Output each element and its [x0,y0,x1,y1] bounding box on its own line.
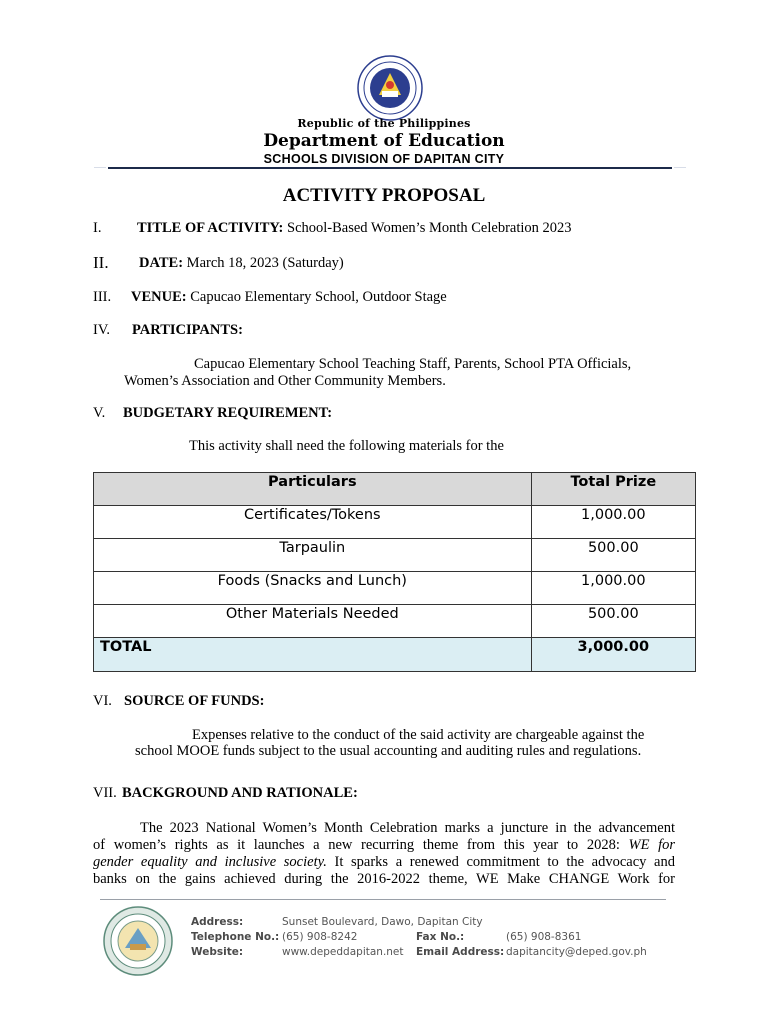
row-particular: Certificates/Tokens [94,506,532,539]
table-total-row [94,638,696,672]
section-4-number: IV. [93,322,111,338]
total-amount: 3,000.00 [531,638,695,672]
section-4-label: PARTICIPANTS: [132,322,243,338]
table-row [94,605,696,638]
table-row [94,506,696,539]
document-title: ACTIVITY PROPOSAL [282,185,486,206]
section-3 [131,289,447,306]
section-5-number: V. [93,405,106,421]
rationale-line-2-text: of women’s rights as it launches a new recurring theme from this year to 2028: [93,837,620,853]
rationale-theme-part-2: gender equality and inclusive society. [93,854,327,870]
section-2-value: March 18, 2023 (Saturday) [186,255,344,271]
section-3-label: VENUE: [131,289,187,305]
column-header-particulars: Particulars [94,473,532,506]
funds-line-1: Expenses relative to the conduct of the said activity are chargeable against the [192,727,645,743]
total-label: TOTAL [94,638,532,672]
budget-table [93,472,696,672]
section-7-label: BACKGROUND AND RATIONALE: [122,785,358,801]
section-7-number: VII. [93,785,117,801]
section-2-number: II. [93,253,109,272]
rationale-paragraph [93,820,675,888]
section-1 [137,220,572,237]
row-amount: 500.00 [531,605,695,638]
footer-phone-label: Telephone No.: [191,931,280,943]
table-row [94,539,696,572]
row-particular: Foods (Snacks and Lunch) [94,572,532,605]
section-3-value: Capucao Elementary School, Outdoor Stage [190,289,447,305]
row-particular: Other Materials Needed [94,605,532,638]
section-6-number: VI. [93,693,112,709]
rationale-line-3-text: It sparks a renewed commitment to the advocacy and [334,854,675,870]
rationale-theme-part-1: WE for [628,837,675,853]
footer-email-label: Email Address: [416,946,505,958]
row-amount: 1,000.00 [531,572,695,605]
deped-seal-logo [357,55,423,121]
footer-website-label: Website: [191,946,244,958]
participants-line-2: Women’s Association and Other Community Members. [124,373,446,389]
section-6-label: SOURCE OF FUNDS: [124,693,265,709]
section-2 [139,255,344,272]
footer-phone: (65) 908-8242 [282,931,358,943]
section-3-number: III. [93,289,112,305]
section-5-label: BUDGETARY REQUIREMENT: [123,405,333,421]
section-2-label: DATE: [139,255,184,271]
rationale-line-3 [93,854,675,871]
header-division: SCHOOLS DIVISION OF DAPITAN CITY [263,152,505,166]
section-1-value: School-Based Women’s Month Celebration 2023 [287,220,572,236]
row-amount: 500.00 [531,539,695,572]
footer-address: Sunset Boulevard, Dawo, Dapitan City [282,916,483,928]
header-department: Department of Education [263,131,505,151]
rationale-line-4: banks on the gains achieved during the 2016-2022 theme, WE Make CHANGE Work for [93,871,675,887]
participants-line-1: Capucao Elementary School Teaching Staff, Parents, School PTA Officials, [194,356,632,372]
footer-address-label: Address: [191,916,244,928]
section-7 [122,785,358,802]
header-republic: Republic of the Philippines [297,117,471,130]
rationale-line-1: The 2023 National Women’s Month Celebration marks a juncture in the advancement [140,820,675,836]
header-rule-left-accent [94,167,106,168]
division-seal-logo [103,906,173,976]
rationale-line-2 [93,837,675,854]
footer-fax-label: Fax No.: [416,931,465,943]
funds-line-2: school MOOE funds subject to the usual accounting and auditing rules and regulations. [135,743,642,759]
footer-rule [100,899,666,900]
column-header-total-prize: Total Prize [531,473,695,506]
row-particular: Tarpaulin [94,539,532,572]
footer-fax: (65) 908-8361 [506,931,582,943]
header-rule-right-accent [674,167,686,168]
table-header-row [94,473,696,506]
footer-website[interactable]: www.depeddapitan.net [282,946,404,958]
row-amount: 1,000.00 [531,506,695,539]
section-6 [124,693,264,710]
section-1-label: TITLE OF ACTIVITY: [137,220,284,236]
footer-email[interactable]: dapitancity@deped.gov.ph [506,946,647,958]
budget-intro: This activity shall need the following materials for the [189,438,504,454]
section-5 [123,405,332,422]
header-rule [108,167,672,169]
section-4 [132,322,243,339]
table-row [94,572,696,605]
section-1-number: I. [93,220,102,236]
